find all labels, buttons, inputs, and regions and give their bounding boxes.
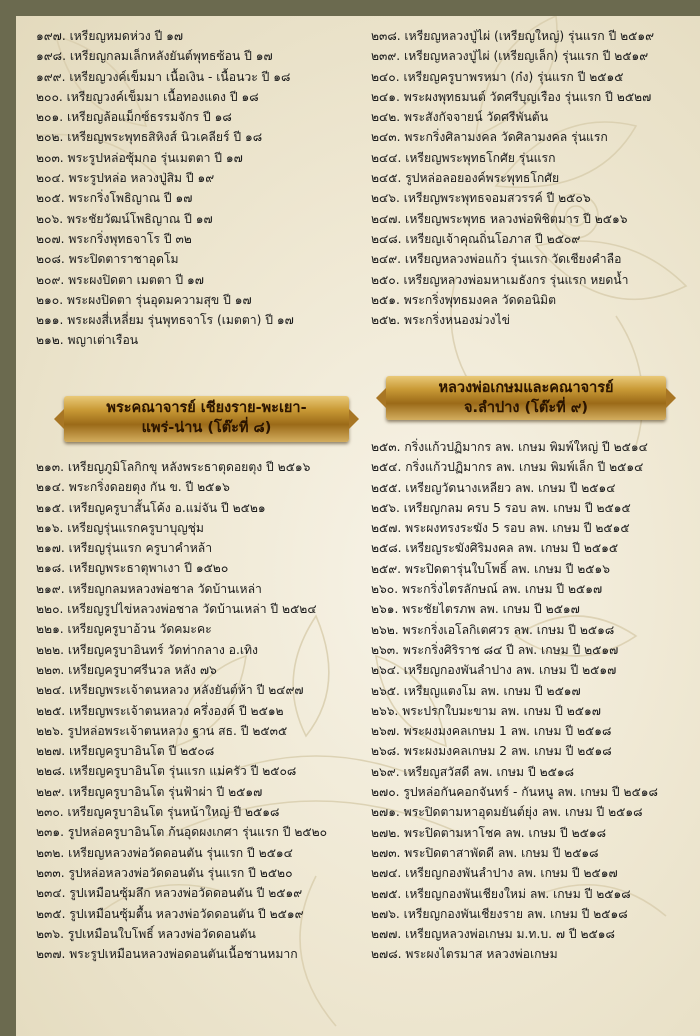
list-item: ๒๐๗. พระกริ่งพุทธจาโร ปี ๓๒ [36,231,192,246]
list-item: ๒๕๐. เหรียญหลวงพ่อมหาเมธังกร รุ่นแรก หยดน้ำ [371,272,629,287]
list-item: ๒๑๖. เหรียญรุ่นแรกครูบาบุญชุ่ม [36,520,204,535]
banner-title-line2: จ.ลำปาง (โต๊ะที่ ๙) [464,400,588,416]
right-item-list-bottom [371,437,658,965]
banner-title-line2: แพร่-น่าน (โต๊ะที่ ๘) [141,420,272,436]
list-item: ๒๖๒. พระกริ่งเอโลกิเตศวร ลพ. เกษม ปี ๒๕๑๘ [371,622,615,637]
list-item: ๒๕๘. เหรียญระฆังศิริมงคล ลพ. เกษม ปี ๒๕๑๕ [371,541,619,556]
list-item: ๒๖๔. เหรียญกองพันลำปาง ลพ. เกษม ปี ๒๕๑๗ [371,663,617,678]
list-item: ๑๙๘. เหรียญกลมเล็กหลังยันต์พุทธซ้อน ปี ๑๗ [36,49,273,64]
list-item: ๒๐๙. พระผงปิดตา เมตตา ปี ๑๗ [36,272,204,287]
list-item: ๒๓๒. เหรียญหลวงพ่อวัดดอนตัน รุ่นแรก ปี ๒๕๑๔ [36,845,293,860]
list-item: ๒๒๒. เหรียญครูบาอินทร์ วัดท่ากลาง อ.เทิง [36,642,258,657]
list-item: ๒๐๑. เหรียญล้อแม็กซ์ธรรมจักร ปี ๑๘ [36,110,232,125]
section-banner-chiangrai [64,396,349,442]
list-item: ๒๑๗. เหรียญรุ่นแรก ครูบาคำหล้า [36,541,213,556]
list-item: ๒๓๔. รูปเหมือนซุ้มลึก หลวงพ่อวัดดอนตัน ปี ๒๕๑๙ [36,886,303,901]
list-item: ๒๔๙. เหรียญหลวงพ่อแก้ว รุ่นแรก วัดเชียงคำลือ [371,252,622,267]
list-item: ๒๖๕. เหรียญแตงโม ลพ. เกษม ปี ๒๕๑๗ [371,683,581,698]
list-item: ๒๑๒. พญาเต่าเรือน [36,333,139,348]
list-item: ๒๒๑. เหรียญครูบาอ้วน วัดคมะคะ [36,622,212,637]
list-item: ๒๕๕. เหรียญวัดนางเหลียว ลพ. เกษม ปี ๒๕๑๔ [371,480,616,495]
list-item: ๒๐๖. พระชัยวัฒน์โพธิญาณ ปี ๑๗ [36,211,213,226]
list-item: ๒๑๓. เหรียญภูมิโลกิกขุ หลังพระธาตุดอยตุง ปี ๒๕๑๖ [36,460,311,474]
list-item: ๒๐๕. พระกริ่งโพธิญาณ ปี ๑๗ [36,191,193,206]
list-item: ๒๔๘. เหรียญเจ้าคุณถิ่นโอภาส ปี ๒๕๐๙ [371,231,581,246]
list-item: ๒๑๘. เหรียญพระธาตุพาเงา ปี ๑๕๒๐ [36,561,229,576]
list-item: ๒๗๗. เหรียญหลวงพ่อเกษม ม.ท.บ. ๗ ปี ๒๕๑๘ [371,927,615,942]
list-item: ๑๙๗. เหรียญหมดห่วง ปี ๑๗ [36,29,184,43]
list-item: ๒๗๔. เหรียญกองพันลำปาง ลพ. เกษม ปี ๒๕๑๗ [371,866,618,881]
list-item: ๒๔๖. เหรียญพระพุทธจอมสวรรค์ ปี ๒๕๐๖ [371,191,591,206]
list-item: ๒๑๐. พระผงปิดตา รุ่นอุดมความสุข ปี ๑๗ [36,292,252,307]
list-item: ๒๕๖. เหรียญกลม ครบ 5 รอบ ลพ. เกษม ปี ๒๕๑๕ [371,500,631,515]
list-item: ๒๖๘. พระผงมงคลเกษม 2 ลพ. เกษม ปี ๒๕๑๘ [371,744,612,759]
list-item: ๒๑๔. พระกริ่งดอยตุง กัน ข. ปี ๒๕๑๖ [36,480,230,495]
list-item: ๒๒๘. เหรียญครูบาอินโต รุ่นแรก แม่ครัว ปี ๒๕๐๘ [36,764,297,779]
section-banner-lampang [386,376,666,420]
list-item: ๒๕๑. พระกริ่งพุทธมงคล วัดดอนิมิต [371,292,557,307]
list-item: ๒๖๐. พระกริ่งไตรลักษณ์ ลพ. เกษม ปี ๒๕๑๗ [371,582,603,597]
list-item: ๒๖๙. เหรียญสวัสดี ลพ. เกษม ปี ๒๕๑๘ [371,764,574,779]
list-item: ๒๔๑. พระผงพุทธมนต์ วัดศรีบุญเรือง รุ่นแรก ปี ๒๕๒๗ [371,89,652,104]
list-item: ๒๗๕. เหรียญกองพันเชียงใหม่ ลพ. เกษม ปี ๒๕๑๘ [371,886,631,901]
list-item: ๒๒๖. รูปหล่อพระเจ้าตนหลวง ฐาน สธ. ปี ๒๕๓๕ [36,723,288,738]
list-item: ๒๔๓. พระกริ่งศิลามงคล วัดศิลามงคล รุ่นแรก [371,130,608,145]
list-item: ๒๓๐. เหรียญครูบาอินโต รุ่นหน้าใหญ่ ปี ๒๕๑๘ [36,805,280,820]
right-item-list-top [371,26,654,330]
list-item: ๒๖๑. พระชัยไตรภพ ลพ. เกษม ปี ๒๕๑๗ [371,602,580,617]
banner-title-line1: พระคณาจารย์ เชียงราย-พะเยา- [106,400,307,416]
list-item: ๒๐๓. พระรูปหล่อซุ้มกอ รุ่นเมตตา ปี ๑๗ [36,150,243,165]
catalog-page [16,16,700,1036]
list-item: ๒๑๕. เหรียญครูบาสั้นโค้ง อ.แม่จัน ปี ๒๕๒๑ [36,500,266,515]
list-item: ๒๐๘. พระปิดตาราชาอุดโม [36,252,179,267]
list-item: ๒๒๗. เหรียญครูบาอินโต ปี ๒๕๐๘ [36,744,215,759]
list-item: ๒๓๗. พระรูปเหมือนหลวงพ่อดอนตันเนื้อชานหมาก [36,947,298,962]
list-item: ๒๐๒. เหรียญพระพุทธสิหิงส์ นิวเคลียร์ ปี ๑๘ [36,130,263,145]
list-item: ๒๑๑. พระผงสี่เหลี่ยม รุ่นพุทธจาโร (เมตตา) ปี ๑๗ [36,313,294,328]
list-item: ๒๗๒. พระปิดตามหาโชค ลพ. เกษม ปี ๒๕๑๘ [371,825,607,840]
left-item-list-top [36,26,294,351]
list-item: ๒๓๕. รูปเหมือนซุ้มตื้น หลวงพ่อวัดดอนตัน ปี ๒๕๑๙ [36,906,304,921]
list-item: ๒๒๕. เหรียญพระเจ้าตนหลวง ครึ่งองค์ ปี ๒๕๑๒ [36,703,284,718]
list-item: ๒๖๓. พระกริ่งศิริราช ๘๔ ปี ลพ. เกษม ปี ๒๕๑๗ [371,642,619,657]
list-item: ๒๒๓. เหรียญครูบาศรีนวล หลัง ๗๖ [36,662,217,677]
banner-title-line1: หลวงพ่อเกษมและคณาจารย์ [438,380,614,396]
list-item: ๒๔๒. พระสังกัจจายน์ วัดศรีพันต้น [371,110,549,125]
list-item: ๒๕๓. กริ่งแก้วปฏิมากร ลพ. เกษม พิมพ์ใหญ่ ปี ๒๕๑๔ [371,440,648,454]
list-item: ๒๓๑. รูปหล่อครูบาอินโต ก้นอุดผงเกศา รุ่นแรก ปี ๒๕๒๐ [36,825,328,840]
list-item: ๒๐๔. พระรูปหล่อ หลวงปู่สิม ปี ๑๙ [36,171,215,186]
list-item: ๒๖๖. พระปรกใบมะขาม ลพ. เกษม ปี ๒๕๑๗ [371,703,601,718]
list-item: ๒๗๓. พระปิดตาสาพัดดี ลพ. เกษม ปี ๒๕๑๘ [371,845,599,860]
list-item: ๒๒๐. เหรียญรูปไข่หลวงพ่อชาล วัดบ้านเหล่า ปี ๒๕๒๔ [36,602,317,617]
list-item: ๒๕๙. พระปิดตารุ่นใบโพธิ์ ลพ. เกษม ปี ๒๕๑๖ [371,561,611,576]
list-item: ๒๔๔. เหรียญพระพุทธโกศัย รุ่นแรก [371,150,556,165]
list-item: ๒๕๒. พระกริ่งหนองม่วงไข่ [371,313,510,328]
list-item: ๒๒๔. เหรียญพระเจ้าตนหลวง หลังยันต์ห้า ปี ๒๔๙๗ [36,683,304,698]
list-item: ๒๑๙. เหรียญกลมหลวงพ่อชาล วัดบ้านเหล่า [36,581,262,596]
list-item: ๒๗๘. พระผงไตรมาส หลวงพ่อเกษม [371,947,558,962]
list-item: ๒๔๗. เหรียญพระพุทธ หลวงพ่อพิชิตมาร ปี ๒๕๑๖ [371,211,628,226]
left-item-list-bottom [36,457,327,964]
list-item: ๒๒๙. เหรียญครูบาอินโต รุ่นฟ้าผ่า ปี ๒๕๑๗ [36,784,263,799]
list-item: ๒๕๔. กริ่งแก้วปฏิมากร ลพ. เกษม พิมพ์เล็ก ปี ๒๕๑๔ [371,460,644,475]
list-item: ๒๐๐. เหรียญวงค์เข็มมา เนื้อทองแดง ปี ๑๘ [36,89,259,104]
list-item: ๒๕๗. พระผงทรงระฆัง 5 รอบ ลพ. เกษม ปี ๒๕๑๕ [371,521,630,536]
list-item: ๒๖๗. พระผงมงคลเกษม 1 ลพ. เกษม ปี ๒๕๑๘ [371,724,612,739]
list-item: ๒๓๓. รูปหล่อหลวงพ่อวัดดอนตัน รุ่นแรก ปี ๒๕๒๐ [36,865,293,880]
list-item: ๒๗๑. พระปิดตามหาอุดมยันต์ยุ่ง ลพ. เกษม ปี ๒๕๑๘ [371,805,643,820]
list-item: ๒๔๐. เหรียญครูบาพรหมา (ก๋ง) รุ่นแรก ปี ๒๕๑๕ [371,69,624,84]
list-item: ๒๗๖. เหรียญกองพันเชียงราย ลพ. เกษม ปี ๒๕๑๘ [371,906,628,921]
list-item: ๒๗๐. รูปหล่อกันคอกจันทร์ - กันหนู ลพ. เกษม ปี ๒๕๑๘ [371,785,658,800]
list-item: ๒๓๘. เหรียญหลวงปู่ไผ่ (เหรียญใหญ่) รุ่นแรก ปี ๒๕๑๙ [371,29,655,43]
list-item: ๒๔๕. รูปหล่อลอยองค์พระพุทธโกศัย [371,171,560,186]
list-item: ๒๓๖. รูปเหมือนใบโพธิ์ หลวงพ่อวัดดอนตัน [36,926,256,941]
list-item: ๑๙๙. เหรียญวงค์เข็มมา เนื้อเงิน - เนื้อนวะ ปี ๑๘ [36,69,291,84]
list-item: ๒๓๙. เหรียญหลวงปู่ไผ่ (เหรียญเล็ก) รุ่นแรก ปี ๒๕๑๙ [371,49,649,64]
